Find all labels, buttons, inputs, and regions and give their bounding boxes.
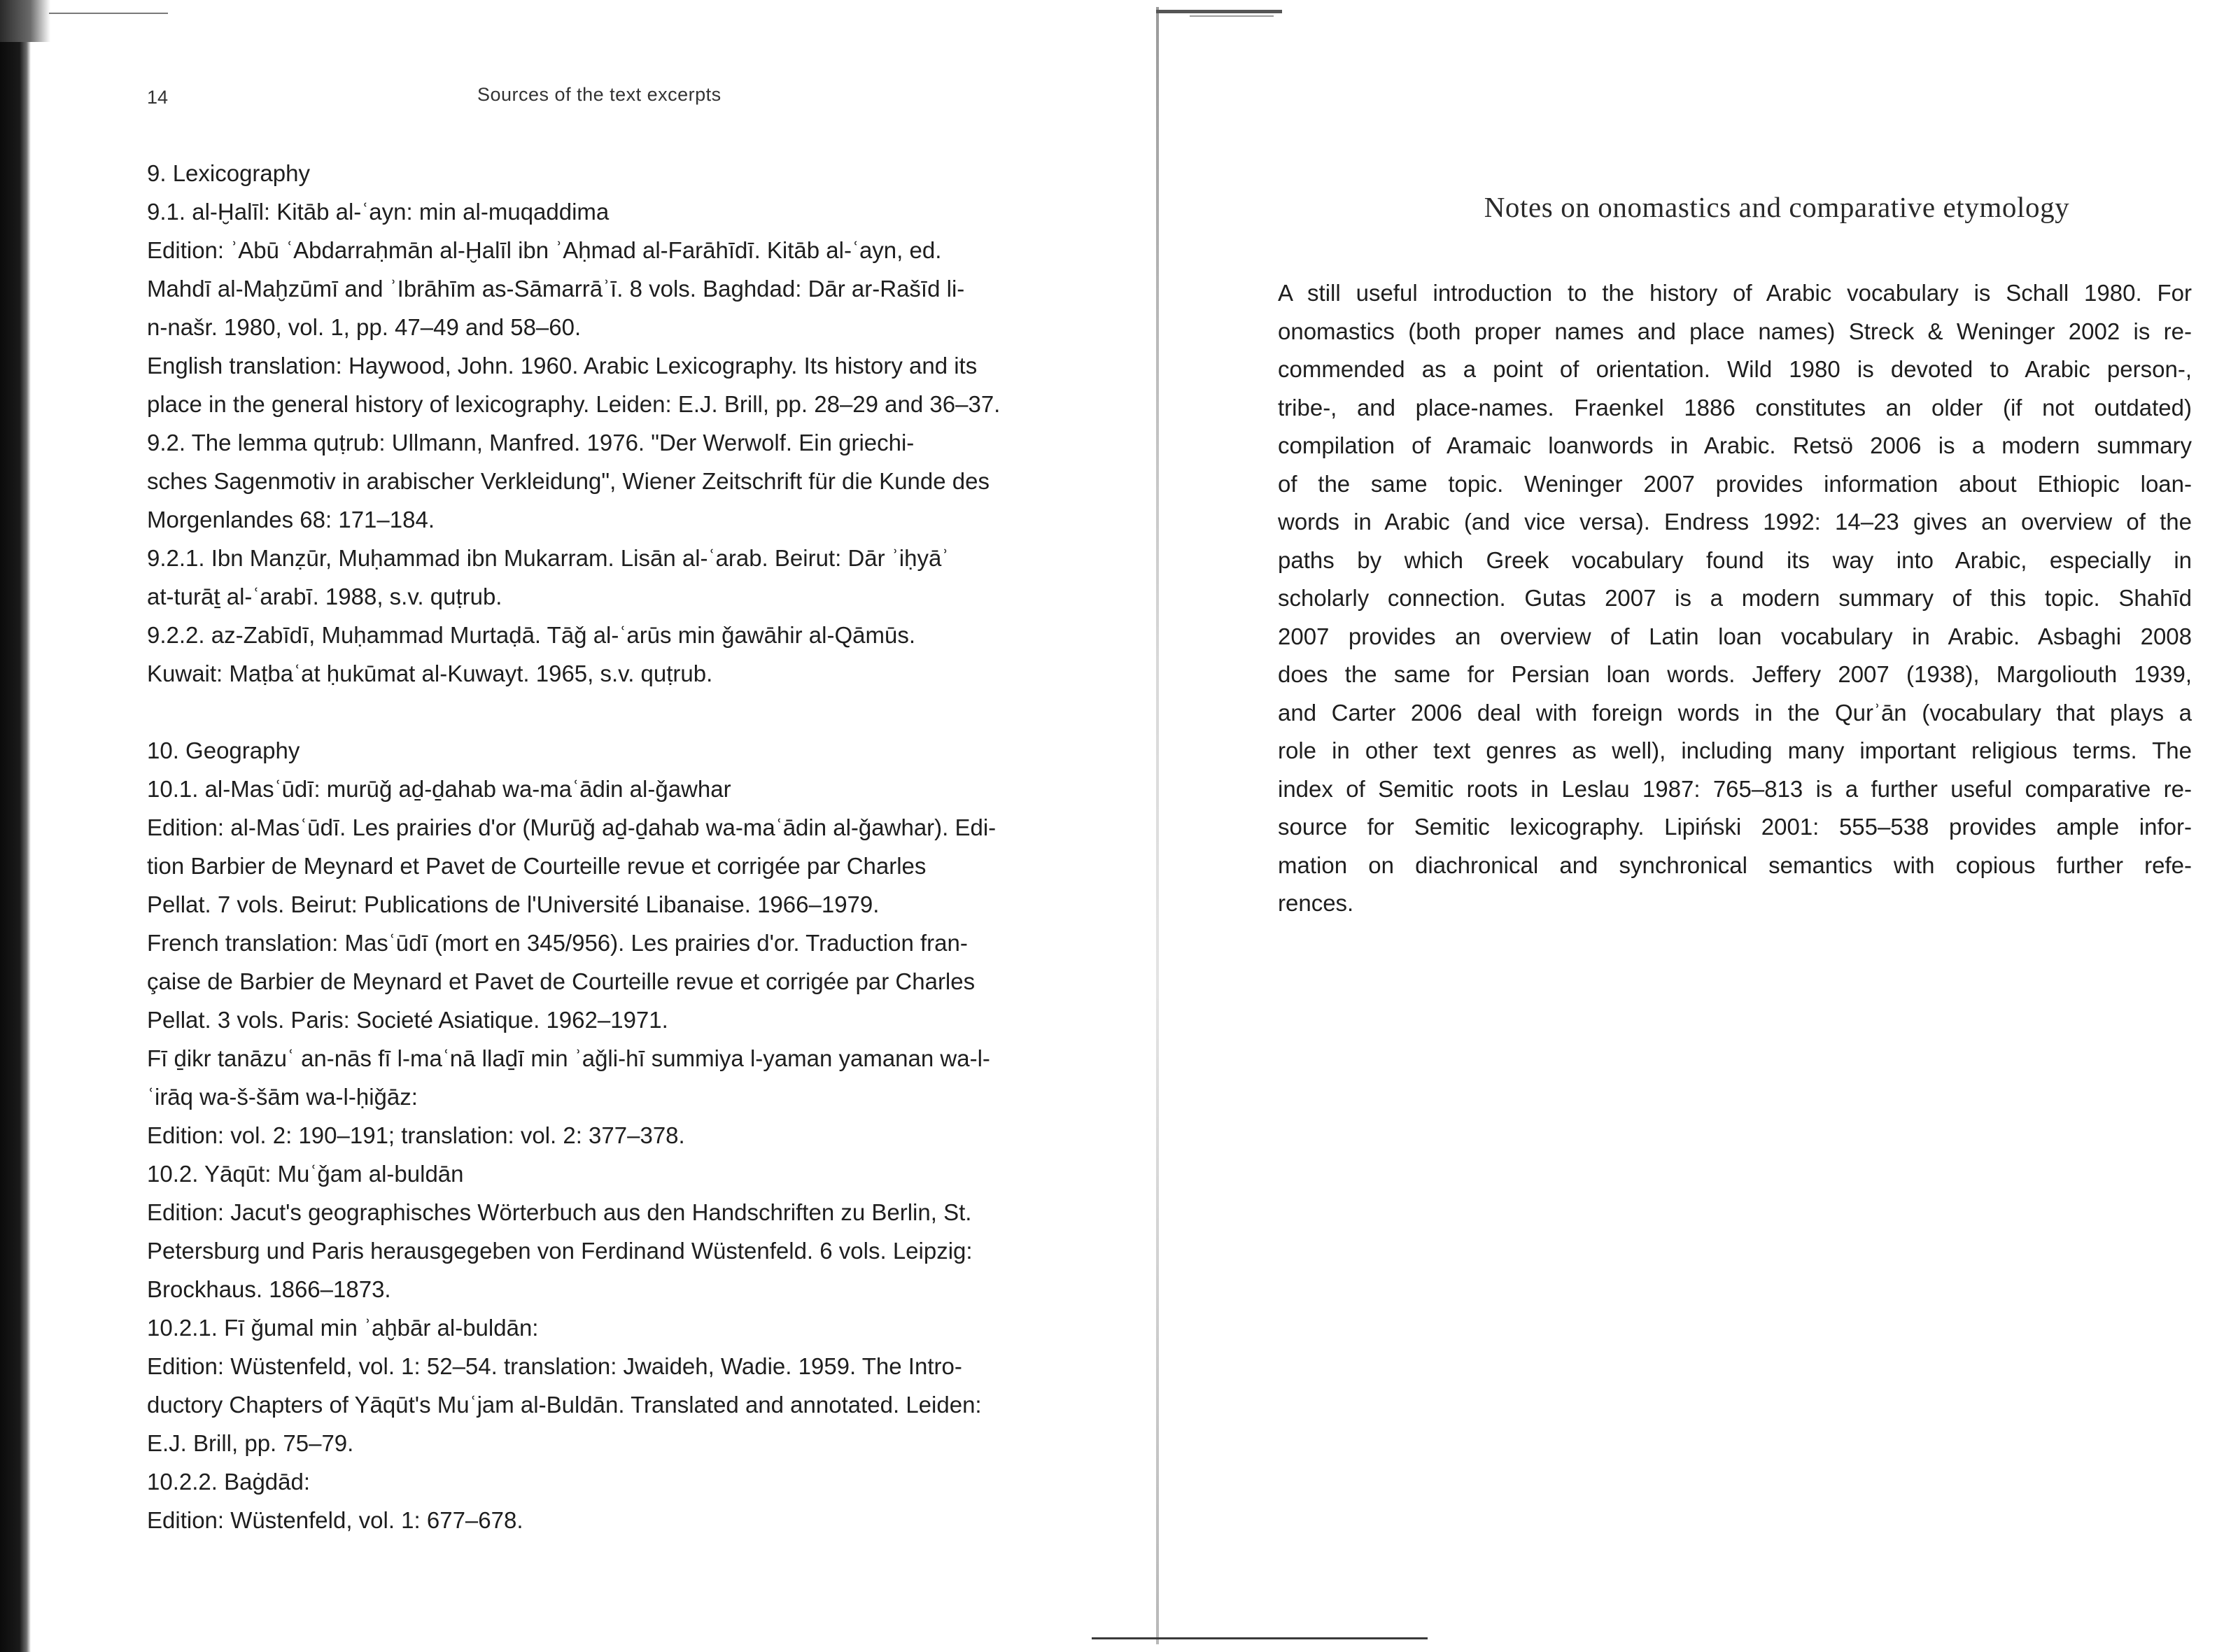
paragraph-line: mation on diachronical and synchronical semantics with copious further refe- <box>1278 852 2192 878</box>
entry-line: Mahdī al-Maḫzūmī and ʾIbrāhīm as-Sāmarrāʾī. 8 vols. Baghdad: Dār ar-Rašīd li- <box>147 276 965 302</box>
entry-line: French translation: Masʿūdī (mort en 345/956). Les prairies d'or. Traduction fran- <box>147 930 968 956</box>
entry-line: Edition: al-Masʿūdī. Les prairies d'or (Murūǧ aḏ-ḏahab wa-maʿādin al-ǧawhar). Edi- <box>147 814 997 840</box>
paragraph-line: source for Semitic lexicography. Lipiński 2001: 555–538 provides ample infor- <box>1278 814 2192 840</box>
entry-line: çaise de Barbier de Meynard et Pavet de Courteille revue et corrigée par Charles <box>147 968 976 994</box>
paragraph-line: onomastics (both proper names and place names) Streck & Weninger 2002 is re- <box>1278 318 2192 344</box>
left-body <box>147 154 1078 1539</box>
entry-line: at-turāṯ al-ʿarabī. 1988, s.v. quṭrub. <box>147 584 502 609</box>
section-heading-notes: Notes on onomastics and comparative etymology <box>1484 191 2070 223</box>
paragraph-line: commended as a point of orientation. Wild 1980 is devoted to Arabic person-, <box>1278 356 2192 382</box>
paragraph-line: does the same for Persian loan words. Jeffery 2007 (1938), Margoliouth 1939, <box>1278 661 2192 687</box>
entry-line: Petersburg und Paris herausgegeben von Ferdinand Wüstenfeld. 6 vols. Leipzig: <box>147 1238 973 1264</box>
paragraph-line: paths by which Greek vocabulary found its way into Arabic, especially in <box>1278 546 2192 573</box>
running-head-title: Sources of the text excerpts <box>477 84 722 105</box>
entry-line: 9.1. al-Ḫalīl: Kitāb al-ʿayn: min al-muqaddima <box>147 199 610 225</box>
scan-edge-left <box>0 0 31 1652</box>
paragraph-line: and Carter 2006 deal with foreign words in the Qurʾān (vocabulary that plays a <box>1278 699 2192 726</box>
scan-edge-corner <box>0 0 50 42</box>
paragraph-line: of the same topic. Weninger 2007 provides information about Ethiopic loan- <box>1278 470 2192 497</box>
entry-line: 10.2.2. Baġdād: <box>147 1469 311 1495</box>
entry-line: sches Sagenmotiv in arabischer Verkleidung", Wiener Zeitschrift für die Kunde des <box>147 468 990 494</box>
paragraph-line: scholarly connection. Gutas 2007 is a modern summary of this topic. Shahīd <box>1278 585 2192 611</box>
entry-line: Edition: Wüstenfeld, vol. 1: 677–678. <box>147 1507 523 1533</box>
section-gap <box>147 693 1078 731</box>
gutter-tab <box>1156 10 1282 13</box>
paragraph-line: index of Semitic roots in Leslau 1987: 765–813 is a further useful comparative re- <box>1278 775 2192 802</box>
entry-line: n-našr. 1980, vol. 1, pp. 47–49 and 58–60. <box>147 314 582 340</box>
entry-line: Morgenlandes 68: 171–184. <box>147 507 435 532</box>
entry-line: 9.2.1. Ibn Manẓūr, Muḥammad ibn Mukarram. Lisān al-ʿarab. Beirut: Dār ʾiḥyāʾ <box>147 545 950 571</box>
entry-line: E.J. Brill, pp. 75–79. <box>147 1430 354 1456</box>
entry-line: Pellat. 3 vols. Paris: Societé Asiatique. 1962–1971. <box>147 1007 668 1033</box>
paragraph-line: role in other text genres as well), including many important religious terms. The <box>1278 737 2192 763</box>
bottom-rule <box>1092 1637 1428 1639</box>
right-page <box>1278 190 2192 923</box>
entry-line: Fī ḏikr tanāzuʿ an-nās fī l-maʿnā llaḏī min ʾaǧli-hī summiya l-yaman yamanan wa-l- <box>147 1045 990 1071</box>
entry-line: place in the general history of lexicography. Leiden: E.J. Brill, pp. 28–29 and 36–37. <box>147 391 1001 417</box>
entry-line: Edition: Wüstenfeld, vol. 1: 52–54. translation: Jwaideh, Wadie. 1959. The Intro- <box>147 1353 962 1379</box>
entry-line: 9.2.2. az-Zabīdī, Muḥammad Murtaḍā. Tāǧ al-ʿarūs min ǧawāhir al-Qāmūs. <box>147 622 916 648</box>
book-gutter <box>1156 7 1159 1644</box>
entry-line: Pellat. 7 vols. Beirut: Publications de l'Université Libanaise. 1966–1979. <box>147 891 880 917</box>
entry-line: ʿirāq wa-š-šām wa-l-ḥiǧāz: <box>147 1084 418 1110</box>
entry-line: Kuwait: Maṭbaʿat ḥukūmat al-Kuwayt. 1965, s.v. quṭrub. <box>147 661 713 686</box>
entry-line: 10.1. al-Masʿūdī: murūǧ aḏ-ḏahab wa-maʿādin al-ǧawhar <box>147 776 731 802</box>
notes-paragraph <box>1278 274 2192 923</box>
entry-line: ductory Chapters of Yāqūt's Muʿjam al-Buldān. Translated and annotated. Leiden: <box>147 1392 982 1418</box>
paragraph-line: A still useful introduction to the history of Arabic vocabulary is Schall 1980. For <box>1278 280 2192 306</box>
entry-line: Edition: ʾAbū ʿAbdarraḥmān al-Ḫalīl ibn ʾAḥmad al-Farāhīdī. Kitāb al-ʿayn, ed. <box>147 237 942 263</box>
paragraph-line: 2007 provides an overview of Latin loan vocabulary in Arabic. Asbaghi 2008 <box>1278 623 2192 649</box>
entry-line: Edition: vol. 2: 190–191; translation: vol. 2: 377–378. <box>147 1122 685 1148</box>
entry-line: 9.2. The lemma quṭrub: Ullmann, Manfred. 1976. "Der Werwolf. Ein griechi- <box>147 430 915 456</box>
paragraph-line: tribe-, and place-names. Fraenkel 1886 constitutes an older (if not outdated) <box>1278 394 2192 421</box>
entry-line: English translation: Haywood, John. 1960. Arabic Lexicography. Its history and its <box>147 353 978 379</box>
entry-line: 10.2.1. Fī ǧumal min ʾaḫbār al-buldān: <box>147 1315 539 1341</box>
entry-line: Brockhaus. 1866–1873. <box>147 1276 391 1302</box>
section-heading-geography: 10. Geography <box>147 737 300 763</box>
paragraph-line: words in Arabic (and vice versa). Endress 1992: 14–23 gives an overview of the <box>1278 509 2192 535</box>
paragraph-line: rences. <box>1278 890 1354 916</box>
page-number: 14 <box>147 87 169 108</box>
running-head <box>147 77 1078 119</box>
gutter-tab-secondary <box>1190 15 1274 17</box>
entry-line: tion Barbier de Meynard et Pavet de Courteille revue et corrigée par Charles <box>147 853 927 879</box>
top-rule <box>49 13 168 14</box>
left-page <box>147 77 1078 1539</box>
paragraph-line: compilation of Aramaic loanwords in Arabic. Retsö 2006 is a modern summary <box>1278 432 2192 458</box>
entry-line: Edition: Jacut's geographisches Wörterbuch aus den Handschriften zu Berlin, St. <box>147 1199 972 1225</box>
section-heading-lexicography: 9. Lexicography <box>147 160 310 186</box>
entry-line: 10.2. Yāqūt: Muʿǧam al-buldān <box>147 1161 464 1187</box>
